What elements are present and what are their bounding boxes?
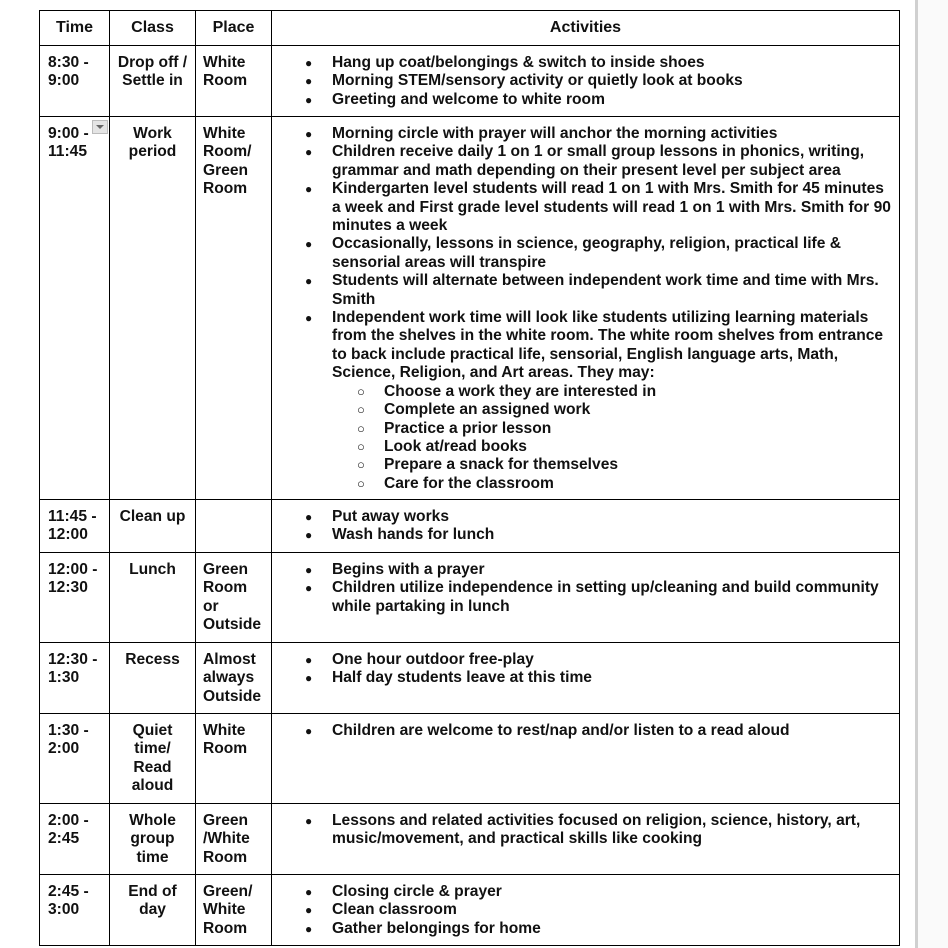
list-item (272, 72, 893, 90)
time-cell (40, 875, 110, 946)
list-item (272, 561, 893, 579)
list-item (272, 901, 893, 919)
activity-text: Wash hands for lunch (332, 526, 495, 544)
time-cell (40, 714, 110, 804)
list-item (272, 54, 893, 72)
bullet-icon: ● (305, 885, 313, 899)
header-place: Place (196, 11, 272, 46)
activities-cell (272, 117, 900, 500)
time-cell-text: 12:00 - 12:30 (48, 561, 98, 597)
time-cell-text: 11:45 - 12:00 (48, 508, 97, 544)
activities-cell (272, 500, 900, 553)
schedule-table (39, 10, 900, 946)
time-cell (40, 804, 110, 875)
list-item (272, 125, 893, 143)
time-cell-text: 12:30 - 1:30 (48, 651, 98, 687)
bullet-icon: ● (305, 921, 313, 936)
bullet-icon: ● (305, 237, 313, 252)
hollow-bullet-icon: ○ (357, 475, 365, 491)
list-item (272, 508, 893, 526)
header-time: Time (40, 11, 110, 46)
place-cell (196, 804, 272, 875)
list-item (272, 438, 893, 456)
bullet-icon: ● (305, 92, 313, 107)
activity-text: Put away works (332, 508, 449, 525)
list-item (272, 235, 893, 272)
bullet-icon: ● (305, 274, 313, 289)
bullet-icon: ● (305, 671, 313, 686)
bullet-icon: ● (305, 311, 313, 326)
class-cell (110, 804, 196, 875)
place-cell-text: White Room/ Green Room (203, 125, 252, 198)
activities-cell (272, 714, 900, 804)
bullet-icon: ● (305, 563, 313, 577)
activities-list (272, 561, 893, 616)
table-row (40, 714, 900, 804)
time-cell-text: 2:45 - 3:00 (48, 883, 89, 919)
activity-text: Greeting and welcome to white room (332, 90, 605, 108)
hollow-bullet-icon: ○ (357, 402, 365, 418)
activity-text: Children receive daily 1 on 1 or small group lessons in phonics, writing, grammar and math depending on their present level per subject area (332, 143, 865, 179)
list-item (272, 180, 893, 235)
time-cell-text: 8:30 - 9:00 (48, 54, 89, 90)
activities-list (272, 722, 893, 740)
class-cell (110, 875, 196, 946)
place-cell-text: White Room (203, 722, 248, 758)
activity-text: Prepare a snack for themselves (384, 456, 619, 474)
time-cell-text: 2:00 - 2:45 (48, 812, 89, 848)
place-cell-text: White Room (203, 54, 248, 90)
header-row (40, 11, 900, 46)
list-item (272, 143, 893, 180)
bullet-icon: ● (305, 127, 313, 141)
bullet-icon: ● (305, 528, 313, 543)
list-item (272, 420, 893, 438)
place-cell (196, 46, 272, 117)
activity-text: Gather belongings for home (332, 919, 541, 937)
class-cell (110, 500, 196, 553)
activity-text: Practice a prior lesson (384, 419, 552, 437)
bullet-icon: ● (305, 653, 313, 667)
table-row (40, 804, 900, 875)
activity-text: Morning circle with prayer will anchor the morning activities (332, 125, 778, 142)
class-cell-text: Recess (125, 651, 180, 668)
bullet-icon: ● (305, 724, 313, 738)
bullet-icon: ● (305, 182, 313, 197)
activities-cell (272, 875, 900, 946)
activity-text: Students will alternate between independent work time and time with Mrs. Smith (332, 272, 879, 308)
activity-text: Care for the classroom (384, 474, 554, 492)
hollow-bullet-icon: ○ (357, 438, 365, 454)
class-cell-text: Clean up (119, 508, 186, 525)
bullet-icon: ● (305, 510, 313, 524)
list-item (272, 401, 893, 419)
activities-list (272, 883, 893, 938)
table-row (40, 117, 900, 500)
bullet-icon: ● (305, 581, 313, 596)
list-item (272, 883, 893, 901)
list-item (272, 812, 893, 849)
place-cell-text: Almost always Outside (203, 651, 262, 705)
list-item (272, 526, 893, 544)
table-row (40, 46, 900, 117)
activity-text: Occasionally, lessons in science, geography, religion, practical life & sensorial areas will transpire (332, 235, 841, 271)
activity-text: Look at/read books (384, 437, 527, 455)
class-cell-text: Whole group time (129, 812, 176, 866)
time-cell (40, 553, 110, 643)
place-cell (196, 875, 272, 946)
bullet-icon: ● (305, 145, 313, 160)
hollow-bullet-icon: ○ (357, 457, 365, 473)
list-item (272, 920, 893, 938)
bullet-icon: ● (305, 903, 313, 918)
activities-list (272, 812, 893, 849)
bullet-icon: ● (305, 814, 313, 828)
activities-cell (272, 643, 900, 714)
activity-text: Lessons and related activities focused on religion, science, history, art, music/movement, and practical skills like cooking (332, 812, 861, 848)
header-class: Class (110, 11, 196, 46)
class-cell (110, 46, 196, 117)
time-cell (40, 117, 110, 500)
class-cell-text: Work period (128, 125, 177, 161)
activity-text: One hour outdoor free-play (332, 651, 534, 668)
class-cell (110, 117, 196, 500)
activity-text: Morning STEM/sensory activity or quietly look at books (332, 72, 743, 90)
table-row (40, 875, 900, 946)
time-cell (40, 500, 110, 553)
list-item (272, 722, 893, 740)
side-panel-background (918, 0, 948, 948)
list-item (272, 669, 893, 687)
table-row (40, 553, 900, 643)
activities-list (272, 651, 893, 688)
list-item (272, 91, 893, 109)
header-activities: Activities (272, 11, 900, 46)
class-cell-text: Lunch (129, 561, 176, 578)
place-cell (196, 714, 272, 804)
activity-text: Begins with a prayer (332, 561, 485, 578)
place-cell-text: Green Room or Outside (203, 561, 262, 634)
place-cell (196, 117, 272, 500)
activity-text: Clean classroom (332, 901, 457, 919)
class-cell (110, 553, 196, 643)
time-cell-text: 1:30 - 2:00 (48, 722, 89, 758)
hollow-bullet-icon: ○ (357, 420, 365, 436)
bullet-icon: ● (305, 56, 313, 70)
class-cell (110, 714, 196, 804)
activity-text: Choose a work they are interested in (384, 382, 657, 400)
hollow-bullet-icon: ○ (357, 383, 365, 399)
class-cell-text: End of day (128, 883, 177, 919)
activity-text: Children are welcome to rest/nap and/or listen to a read aloud (332, 722, 790, 739)
time-cell (40, 643, 110, 714)
table-row (40, 643, 900, 714)
class-cell (110, 643, 196, 714)
list-item (272, 272, 893, 309)
time-cell-text: 9:00 - 11:45 (48, 125, 89, 161)
place-cell (196, 553, 272, 643)
dropdown-arrow-icon[interactable] (92, 120, 108, 134)
list-item (272, 383, 893, 401)
place-cell-text: Green /White Room (203, 812, 250, 866)
activity-text: Hang up coat/belongings & switch to inside shoes (332, 54, 705, 71)
list-item (272, 579, 893, 616)
bullet-icon: ● (305, 74, 313, 89)
place-cell-text: Green/ White Room (203, 883, 253, 937)
activities-cell (272, 804, 900, 875)
list-item (272, 456, 893, 474)
activity-text: Children utilize independence in setting up/cleaning and build community while partaking in lunch (332, 579, 879, 615)
activities-list (272, 125, 893, 493)
class-cell-text: Quiet time/ Read aloud (131, 722, 174, 795)
list-item (272, 475, 893, 493)
list-item (272, 309, 893, 383)
place-cell (196, 500, 272, 553)
activities-list (272, 54, 893, 109)
table-row (40, 500, 900, 553)
activity-text: Complete an assigned work (384, 401, 591, 419)
time-cell (40, 46, 110, 117)
activity-text: Closing circle & prayer (332, 883, 502, 900)
activity-text: Kindergarten level students will read 1 on 1 with Mrs. Smith for 45 minutes a week and First grade level students will read 1 on 1 with Mrs. Smith for 90 minutes a week (332, 180, 891, 235)
activity-text: Independent work time will look like students utilizing learning materials from the shelves in the white room. The white room shelves from entrance to back include practical life, sensorial, English language arts, Math, Science, Religion, and Art areas. They may: (332, 309, 884, 382)
activities-list (272, 508, 893, 545)
activities-cell (272, 46, 900, 117)
place-cell (196, 643, 272, 714)
activities-cell (272, 553, 900, 643)
list-item (272, 651, 893, 669)
activity-text: Half day students leave at this time (332, 669, 592, 687)
class-cell-text: Drop off / Settle in (117, 54, 188, 90)
